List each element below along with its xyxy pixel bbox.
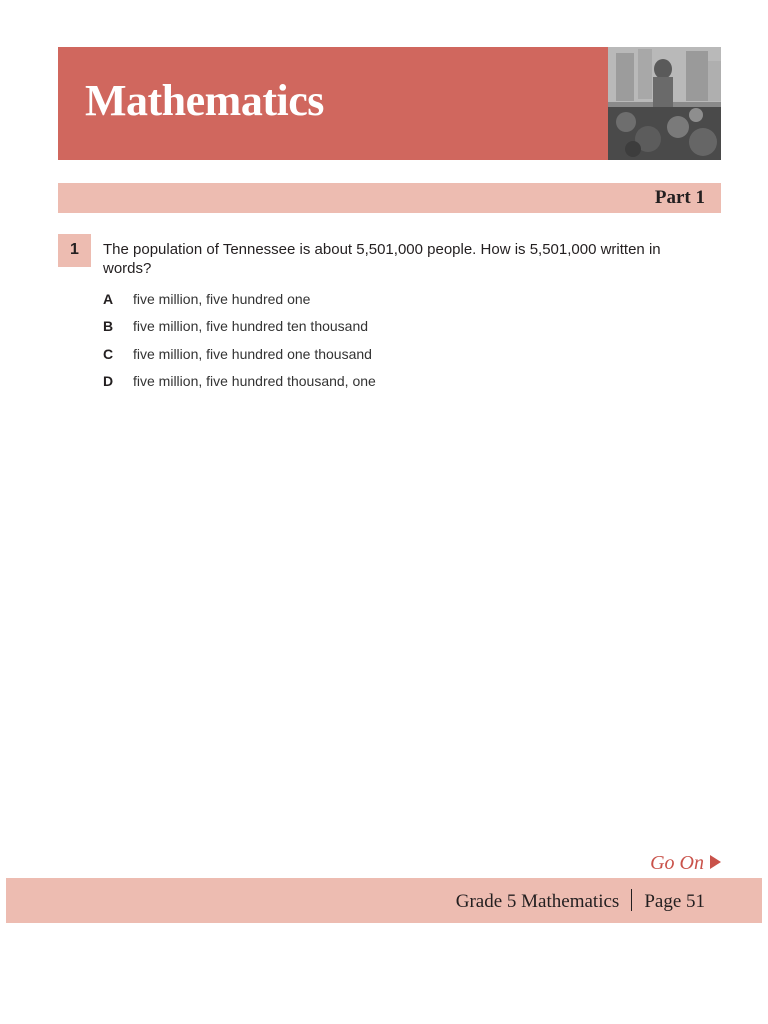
choice-letter: C — [103, 346, 114, 362]
choice-text: five million, five hundred ten thousand — [133, 318, 369, 334]
choice-letter: A — [103, 291, 114, 307]
answer-choice-b[interactable] — [103, 317, 368, 335]
header-photo — [608, 47, 721, 160]
footer-page-label: Page 51 — [644, 891, 705, 912]
play-arrow-icon — [710, 855, 721, 869]
answer-choice-a[interactable] — [103, 290, 310, 308]
choice-text: five million, five hundred thousand, one — [133, 373, 376, 389]
choice-letter: D — [103, 373, 114, 389]
question-number: 1 — [58, 234, 91, 267]
answer-choice-c[interactable] — [103, 345, 372, 363]
footer-divider — [631, 889, 632, 911]
choice-text: five million, five hundred one thousand — [133, 346, 372, 362]
footer-bar — [6, 878, 762, 923]
answer-choice-d[interactable] — [103, 372, 376, 390]
choice-text: five million, five hundred one — [133, 291, 311, 307]
part-label: Part 1 — [654, 187, 705, 208]
header-photo-illustration — [608, 47, 721, 160]
go-on-link[interactable] — [650, 852, 721, 875]
question-text: The population of Tennessee is about 5,501,000 people. How is 5,501,000 written in words? — [103, 241, 661, 277]
footer-text — [456, 889, 705, 913]
header-banner — [58, 47, 721, 160]
go-on-label: Go On — [650, 852, 704, 874]
footer-grade-label: Grade 5 Mathematics — [455, 891, 620, 912]
part-bar — [58, 183, 721, 213]
choice-letter: B — [103, 318, 114, 334]
page-title: Mathematics — [85, 76, 324, 125]
